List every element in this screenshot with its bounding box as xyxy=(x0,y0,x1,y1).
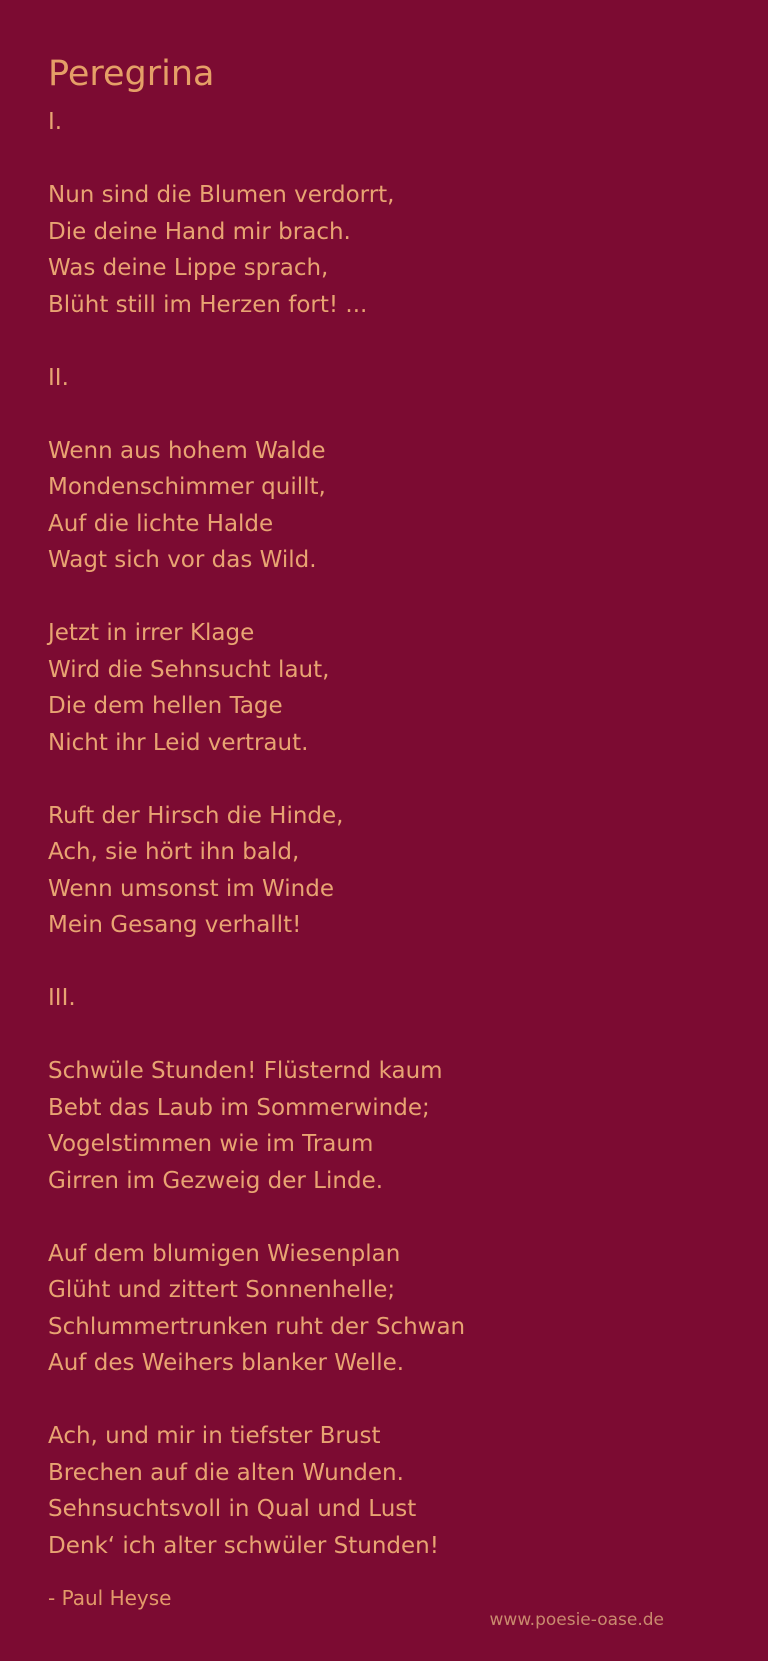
poem-line: Nun sind die Blumen verdorrt, xyxy=(48,182,395,208)
poem-author: - Paul Heyse xyxy=(48,1586,172,1610)
poem-line: Schlummertrunken ruht der Schwan xyxy=(48,1313,466,1340)
poem-line: Girren im Gezweig der Linde. xyxy=(48,1167,384,1194)
poem-line: Auf dem blumigen Wiesenplan xyxy=(48,1240,401,1267)
poem-stanza xyxy=(48,1053,728,1199)
poem-stanza xyxy=(48,433,728,579)
poem-line: Wagt sich vor das Wild. xyxy=(48,547,317,573)
poem-line: Bebt das Laub im Sommerwinde; xyxy=(48,1094,430,1121)
poem-line: Ach, sie hört ihn bald, xyxy=(48,839,300,865)
poem-stanza xyxy=(48,798,728,944)
poem-line: III. xyxy=(48,985,76,1011)
poem-line: Was deine Lippe sprach, xyxy=(48,255,329,281)
poem-title: Peregrina xyxy=(48,54,215,94)
poem-line: Vogelstimmen wie im Traum xyxy=(48,1131,374,1157)
poem-line: Wird die Sehnsucht laut, xyxy=(48,656,330,683)
poem-line: Mein Gesang verhallt! xyxy=(48,912,302,938)
poem-stanza xyxy=(48,104,728,141)
poem-line: Nicht ihr Leid vertraut. xyxy=(48,729,309,756)
poem-body xyxy=(48,104,728,1601)
poem-stanza xyxy=(48,177,728,323)
poem-line: Auf die lichte Halde xyxy=(48,510,274,537)
poem-line: Die deine Hand mir brach. xyxy=(48,218,351,245)
poem-line: Jetzt in irrer Klage xyxy=(48,620,255,646)
poem-line: Schwüle Stunden! Flüsternd kaum xyxy=(48,1058,443,1084)
poem-line: Auf des Weihers blanker Welle. xyxy=(48,1350,405,1376)
website-watermark: www.poesie-oase.de xyxy=(489,1610,664,1630)
poem-line: Sehnsuchtsvoll in Qual und Lust xyxy=(48,1496,417,1522)
poem-line: Die dem hellen Tage xyxy=(48,693,283,719)
poem-line: Blüht still im Herzen fort! ... xyxy=(48,291,368,318)
poem-stanza xyxy=(48,360,728,397)
poem-line: Ach, und mir in tiefster Brust xyxy=(48,1423,381,1449)
poem-stanza xyxy=(48,1236,728,1382)
poem-stanza xyxy=(48,1418,728,1564)
poem-line: Ruft der Hirsch die Hinde, xyxy=(48,802,344,829)
poem-line: I. xyxy=(48,109,63,135)
poem-line: II. xyxy=(48,364,69,391)
poem-stanza xyxy=(48,980,728,1017)
poem-line: Wenn umsonst im Winde xyxy=(48,875,334,902)
poem-stanza xyxy=(48,615,728,761)
poem-line: Brechen auf die alten Wunden. xyxy=(48,1459,404,1486)
poem-line: Mondenschimmer quillt, xyxy=(48,474,326,500)
poem-line: Wenn aus hohem Walde xyxy=(48,437,326,464)
poem-line: Glüht und zittert Sonnenhelle; xyxy=(48,1277,396,1303)
poem-line: Denk‘ ich alter schwüler Stunden! xyxy=(48,1532,439,1559)
